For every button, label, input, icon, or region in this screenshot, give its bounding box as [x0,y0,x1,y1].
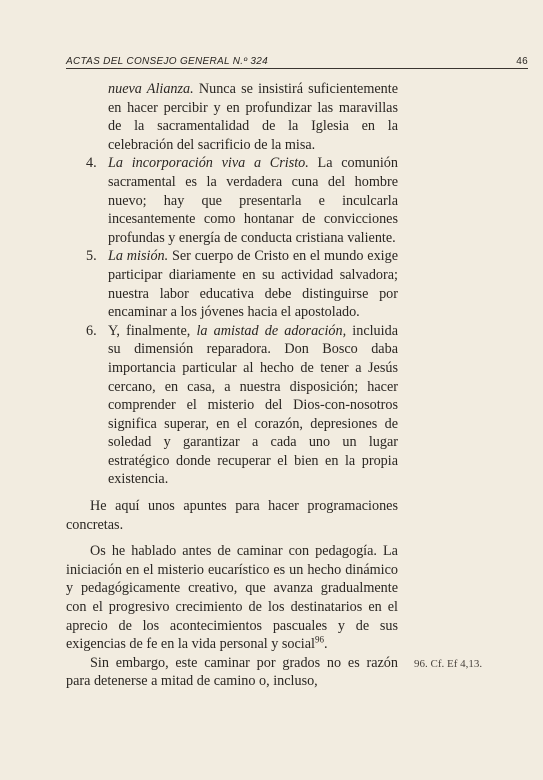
paragraph: Os he hablado antes de caminar con pedagogía. La iniciación en el misterio eucarístico es un hecho dinámico y pedagógicamente creativo, que avanza gradualmente con el progresivo crecimiento de los destinatarios en el aprecio de los acontecimientos pascuales y de sus exigencias de fe en la vida personal y social$^{96}$. [66,543,398,653]
footnote: 96. Cf. Ef 4,13. [414,658,483,670]
header-title: ACTAS DEL CONSEJO GENERAL N.º 324 [66,56,268,67]
list-item [66,247,398,321]
page-number: 46 [516,56,528,67]
item-text: incluida su dimensión reparadora. Don Bosco daba importancia particular al hecho de tener a Jesús cercano, en casa, a nuestra disposición; hacer comprender el misterio del Dios-con-nosotros significa superar, en el corazón, depresiones de soledad y garantizar a cada uno un lugar estratégico donde recuperar el bien en la propia existencia. [108,322,398,488]
item-text: Ser cuerpo de Cristo en el mundo exige participar diariamente en su actividad salvadora; nuestra labor educativa debe distinguirse por encaminar a los jóvenes hacia el apostolado. [108,248,398,321]
item-number: 5. [86,248,97,265]
item-text: Nunca se insistirá suficientemente en hacer percibir y en profundizar las maravillas de la sacramentalidad de la Iglesia en la celebración del sacrificio de la misa. [108,81,398,153]
item-lead: La misión. [108,248,169,265]
item-text: La comunión sacramental es la verdadera cuna del hombre nuevo; hay que presentarla e inculcarla incesantemente como hontanar de convicciones profundas y energía de conducta cristiana valiente. [108,155,398,246]
header-rule [66,68,528,69]
footnote-ref: 96 [314,634,324,645]
paragraph: He aquí unos apuntes para hacer programaciones concretas. [66,498,398,533]
list-item [66,154,398,247]
item-pre: Y, finalmente, [108,322,197,339]
item-lead: La incorporación viva a Cristo. [108,155,309,172]
body-text [66,80,398,691]
paragraph: Sin embargo, este caminar por grados no es razón para detenerse a mitad de camino o, incluso, [66,654,398,690]
item-lead: nueva Alianza. [108,81,194,97]
item-number: 6. [86,322,97,339]
list-item [66,322,398,489]
item-lead: la amistad de adoración, [196,322,347,339]
item-number: 4. [86,155,97,172]
list-item [66,80,398,154]
